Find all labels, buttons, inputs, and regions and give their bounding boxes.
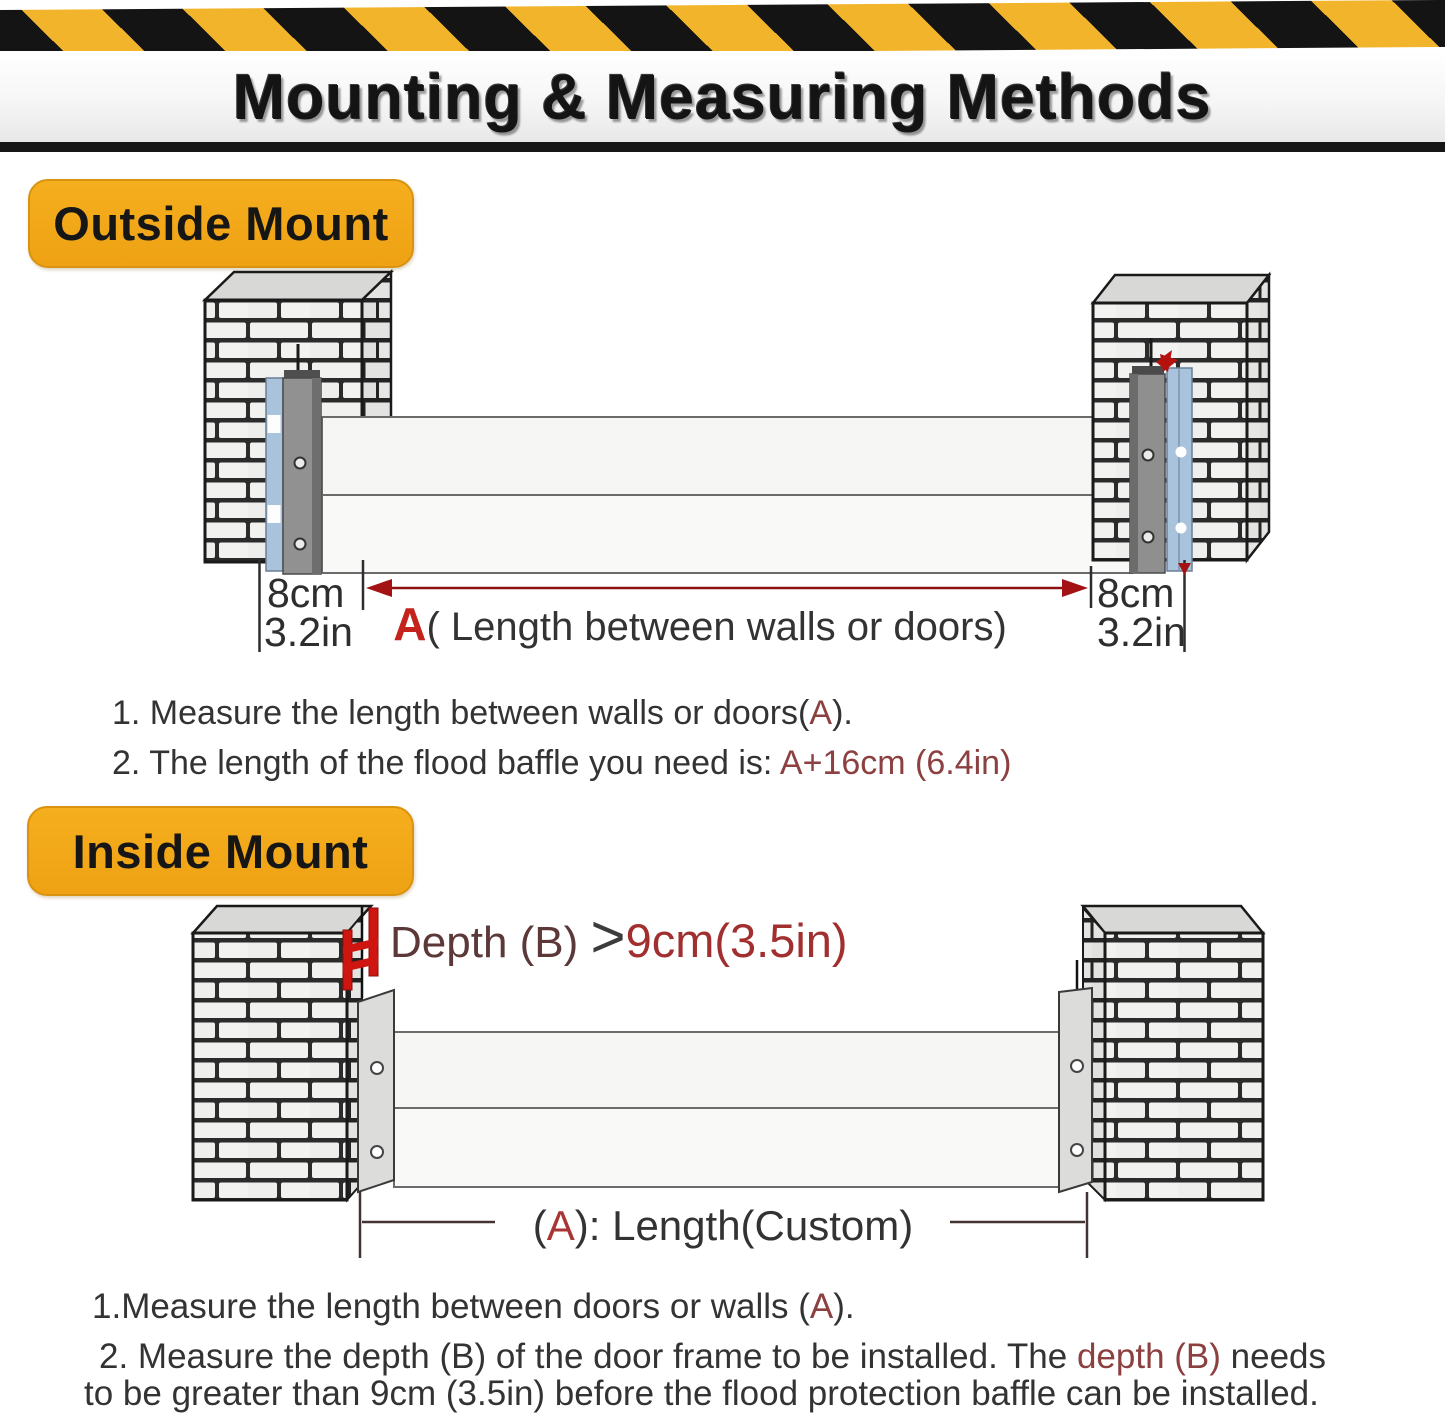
length-label-A: A — [546, 1202, 575, 1249]
bracket-screw-hole — [1143, 450, 1154, 461]
step-em: A+16cm (6.4in) — [779, 744, 1012, 782]
inside-step-1 — [92, 1287, 855, 1327]
flood-barrier-panels — [322, 417, 1132, 573]
inside-step-2-line-1 — [99, 1337, 1326, 1377]
plate-screw-hole — [1071, 1060, 1083, 1072]
step-em: A — [809, 1287, 834, 1326]
length-custom-label — [533, 1202, 913, 1249]
length-label-rest: ): Length(Custom) — [574, 1202, 914, 1249]
pillar-side-face — [1247, 275, 1269, 560]
inside-mount-diagram — [193, 903, 1263, 1258]
pillar-top-face — [1083, 906, 1263, 933]
inside-mount-badge-label: Inside Mount — [72, 824, 369, 878]
step-em: A — [809, 694, 833, 732]
span-label-rest: ( Length between walls or doors) — [426, 605, 1007, 649]
barrier-panel-top — [322, 417, 1132, 495]
step-text: ). — [832, 694, 853, 732]
bracket-screw-hole — [295, 458, 306, 469]
dim-label-right-in: 3.2in — [1097, 609, 1186, 655]
span-label-A: A — [393, 598, 427, 650]
depth-label-value: 9cm(3.5in) — [625, 914, 848, 967]
pillar-top-face — [1093, 275, 1269, 303]
right-brick-pillar — [1083, 906, 1263, 1200]
barrier-panel-bottom — [394, 1108, 1060, 1187]
plate-screw-hole — [371, 1146, 383, 1158]
inside-step-2-line-2 — [84, 1374, 1319, 1414]
outside-mount-diagram — [205, 272, 1269, 655]
step-text: 2. The length of the flood baffle you need is: — [112, 744, 780, 782]
outside-step-2 — [112, 744, 1011, 783]
outside-mount-badge-label: Outside Mount — [53, 197, 389, 250]
arrowhead-right-icon — [1062, 579, 1088, 597]
right-channel-strip — [1167, 368, 1192, 571]
pillar-front-face — [1105, 933, 1263, 1200]
span-length-label — [393, 598, 1007, 650]
plate-screw-hole — [371, 1062, 383, 1074]
length-label-open: ( — [532, 1202, 547, 1249]
step-text: to be greater than 9cm (3.5in) before the flood protection baffle can be installed. — [84, 1374, 1319, 1413]
dim-label-right-cm: 8cm — [1097, 570, 1175, 616]
dim-label-left-cm: 8cm — [267, 570, 345, 616]
barrier-panel-top — [394, 1032, 1060, 1108]
plate-screw-hole — [1071, 1144, 1083, 1156]
arrowhead-left-icon — [366, 579, 392, 597]
pillar-front-face — [193, 933, 347, 1200]
right-mounting-plate — [1059, 960, 1092, 1192]
step-text: needs — [1220, 1337, 1327, 1376]
flood-barrier-panels — [394, 1032, 1060, 1187]
pillar-top-face — [193, 906, 371, 933]
left-mounting-bracket — [283, 344, 321, 574]
greater-than-symbol: > — [590, 903, 626, 970]
pillar-top-face — [205, 272, 391, 300]
step-text: ). — [833, 1287, 855, 1326]
bracket-screw-hole — [1143, 532, 1154, 543]
step-text: 1.Measure the length between doors or walls ( — [92, 1287, 810, 1326]
step-text: 1. Measure the length between walls or doors( — [112, 694, 810, 732]
step-text: 2. Measure the depth (B) of the door frame to be installed. The — [99, 1337, 1077, 1376]
outside-step-1 — [112, 694, 853, 733]
barrier-panel-bottom — [322, 495, 1132, 573]
depth-label-name: Depth (B) — [390, 918, 591, 967]
left-channel-strip — [266, 378, 283, 571]
page-title: Mounting & Measuring Methods — [233, 60, 1212, 133]
step-em: depth (B) — [1076, 1337, 1221, 1376]
depth-label — [390, 903, 848, 970]
dim-label-left-in: 3.2in — [264, 609, 353, 655]
bracket-screw-hole — [295, 539, 306, 550]
